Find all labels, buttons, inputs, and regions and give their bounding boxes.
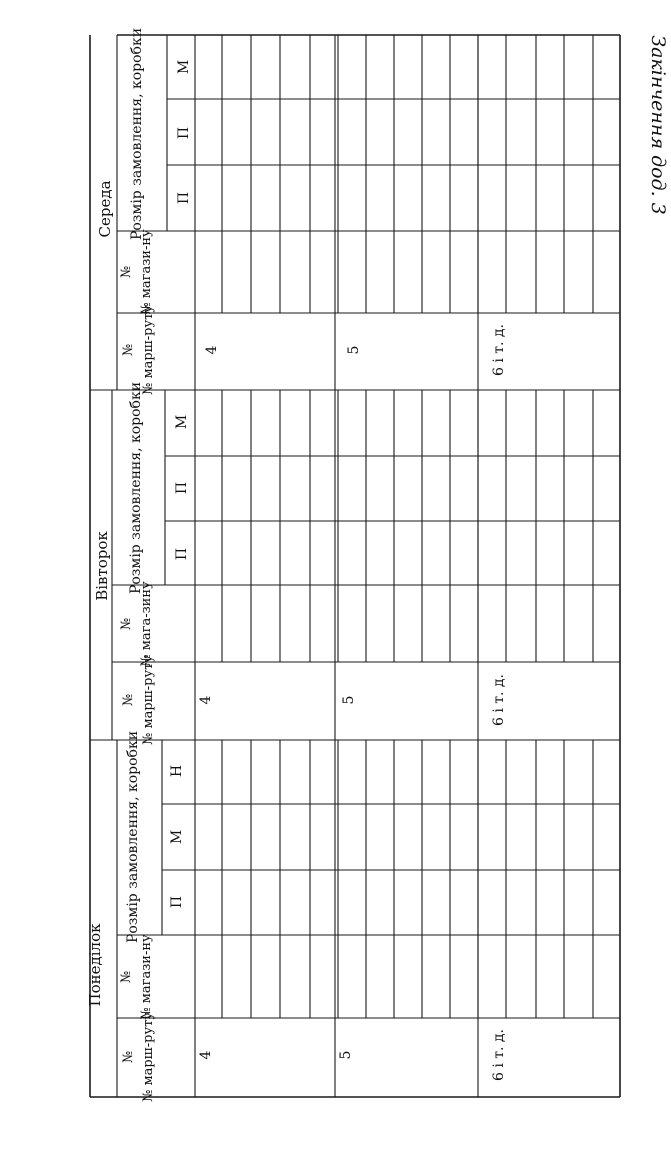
day-name: Вівторок: [93, 531, 111, 601]
svg-text:№: №: [119, 970, 134, 984]
size-header: Розмір замовлення, коробки: [125, 730, 141, 944]
size-header: Розмір замовлення, коробки: [129, 27, 145, 241]
size-label: М: [174, 414, 190, 430]
shop-header: [119, 229, 154, 315]
route-number: 4: [204, 345, 220, 355]
route-header: [121, 1012, 156, 1102]
svg-text:№ марш-руту: № марш-руту: [141, 1012, 156, 1102]
day-wednesday: [96, 28, 507, 395]
route-number: 4: [198, 695, 214, 705]
day-monday: [86, 731, 507, 1102]
svg-text:№ магази-ну: № магази-ну: [139, 934, 154, 1020]
svg-text:№: №: [121, 343, 136, 357]
svg-text:№: №: [121, 1050, 136, 1064]
route-number: 6 і т. д.: [491, 673, 507, 727]
size-label: П: [174, 481, 190, 495]
svg-text:№: №: [119, 617, 134, 631]
size-label: П: [174, 547, 190, 561]
size-label: М: [169, 829, 185, 845]
day-name: Середа: [96, 180, 114, 238]
route-header: [121, 305, 156, 395]
route-number: 4: [198, 1050, 214, 1060]
svg-text:№: №: [121, 693, 136, 707]
svg-text:№ магази-ну: № магази-ну: [139, 229, 154, 315]
size-label: П: [169, 895, 185, 909]
table-grid: [90, 35, 620, 1097]
size-label: М: [176, 59, 192, 75]
route-number: 6 і т. д.: [491, 1028, 507, 1082]
route-number: 5: [346, 345, 362, 355]
day-name: Понеділок: [86, 923, 104, 1007]
route-number: 5: [341, 695, 357, 705]
route-number: 6 і т. д.: [491, 323, 507, 377]
caption: Закінчення дод. 3: [647, 35, 669, 215]
shop-header: [119, 934, 154, 1020]
svg-text:№ марш-руту: № марш-руту: [141, 655, 156, 745]
route-number: 5: [338, 1050, 354, 1060]
size-header: Розмір замовлення, коробки: [128, 381, 144, 595]
size-label: Н: [169, 764, 185, 778]
svg-text:№ марш-руту: № марш-руту: [141, 305, 156, 395]
size-label: П: [176, 126, 192, 140]
svg-text:№ мага-зину: № мага-зину: [139, 581, 154, 667]
svg-text:№: №: [119, 265, 134, 279]
day-tuesday: [93, 382, 507, 745]
size-label: П: [176, 191, 192, 205]
